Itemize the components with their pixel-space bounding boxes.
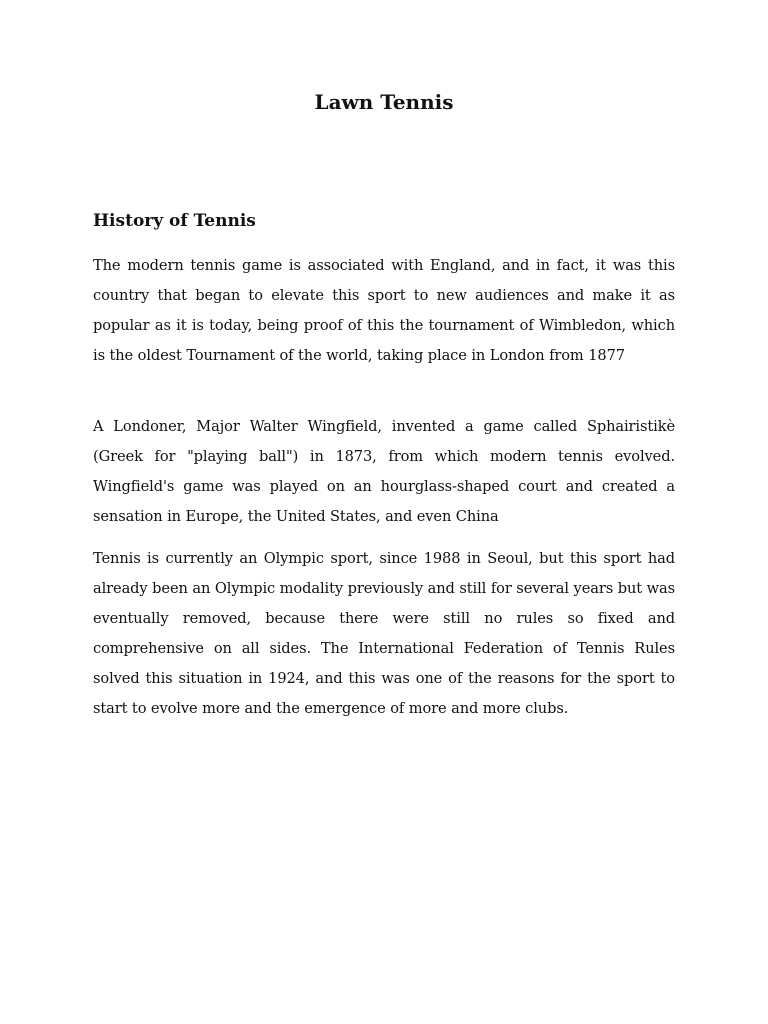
paragraph-2: A Londoner, Major Walter Wingfield, invented a game called Sphairistikè (Greek for "playing ball") in 1873, from which modern tennis evolved. Wingfield's game was played on an hourglass-shaped court and created a sensation in Europe, the United States, and even China [93,418,675,525]
paragraph-1: The modern tennis game is associated with England, and in fact, it was this country that began to elevate this sport to new audiences and make it as popular as it is today, being proof of this the tournament of Wimbledon, which is the oldest Tournament of the world, taking place in London from 1877 [93,257,675,364]
section-heading: History of Tennis [93,211,256,231]
document-title: Lawn Tennis [314,90,454,114]
paragraph-3: Tennis is currently an Olympic sport, since 1988 in Seoul, but this sport had already been an Olympic modality previously and still for several years but was eventually removed, because there were still no rules so fixed and comprehensive on all sides. The International Federation of Tennis Rules solved this situation in 1924, and this was one of the reasons for the sport to start to evolve more and the emergence of more and more clubs. [93,550,675,717]
